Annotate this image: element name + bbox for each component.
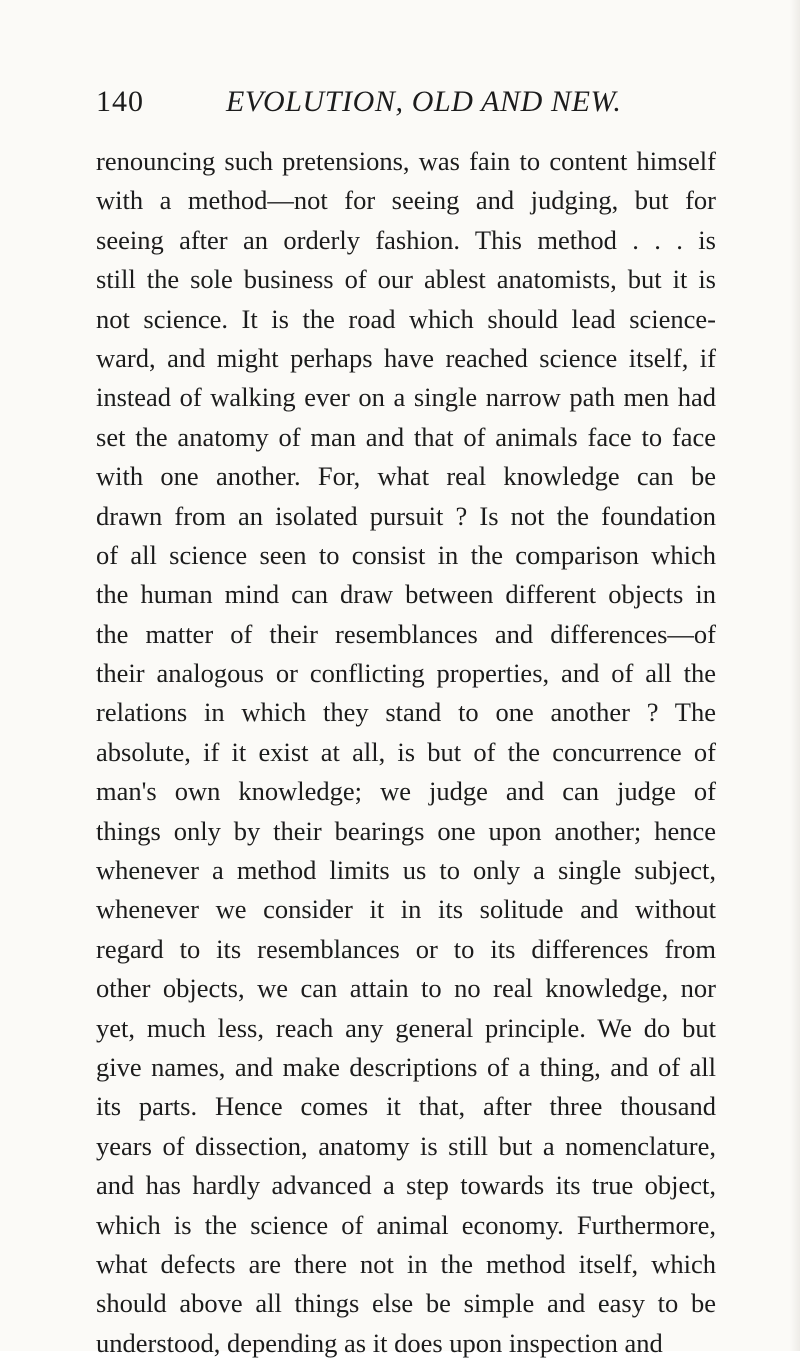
text-line: relations in which they stand to one another ? The — [96, 697, 716, 728]
running-head — [96, 82, 706, 122]
page-edge-shadow — [790, 0, 800, 1351]
text-line: man's own knowledge; we judge and can judge of — [96, 776, 716, 807]
text-line: whenever a method limits us to only a single subject, — [96, 855, 716, 886]
text-line: and has hardly advanced a step towards its true object, — [96, 1170, 716, 1201]
page-number: 140 — [96, 85, 144, 118]
text-line: years of dissection, anatomy is still but a nomenclature, — [96, 1130, 716, 1161]
text-line: absolute, if it exist at all, is but of the concurrence of — [96, 736, 716, 767]
text-line: of all science seen to consist in the comparison which — [96, 539, 716, 570]
text-line: ward, and might perhaps have reached science itself, if — [96, 342, 716, 373]
text-line: drawn from an isolated pursuit ? Is not the foundation — [96, 500, 716, 531]
text-line: which is the science of animal economy. Furthermore, — [96, 1209, 716, 1240]
text-line: regard to its resemblances or to its differences from — [96, 933, 716, 964]
text-line: seeing after an orderly fashion. This method . . . is — [96, 224, 716, 255]
text-line: instead of walking ever on a single narrow path men had — [96, 382, 716, 413]
text-line: things only by their bearings one upon another; hence — [96, 815, 716, 846]
text-line: their analogous or conflicting properties, and of all the — [96, 658, 716, 689]
text-line: renouncing such pretensions, was fain to content himself — [96, 146, 716, 176]
text-line: set the anatomy of man and that of animals face to face — [96, 421, 716, 452]
text-line: its parts. Hence comes it that, after three thousand — [96, 1091, 716, 1122]
text-line: still the sole business of our ablest anatomists, but it is — [96, 264, 716, 295]
body-text — [96, 142, 716, 1363]
text-line: with one another. For, what real knowledge can be — [96, 461, 716, 492]
running-title: EVOLUTION, OLD AND NEW. — [226, 85, 622, 118]
text-line: yet, much less, reach any general principle. We do but — [96, 1012, 716, 1043]
text-line: should above all things else be simple and easy to be — [96, 1288, 716, 1319]
text-line: with a method—not for seeing and judging, but for — [96, 185, 716, 216]
text-line: whenever we consider it in its solitude and without — [96, 894, 716, 925]
text-line: what defects are there not in the method itself, which — [96, 1248, 716, 1279]
text-line: give names, and make descriptions of a thing, and of all — [96, 1051, 716, 1082]
text-line: understood, depending as it does upon inspection and — [96, 1327, 663, 1358]
text-line: the matter of their resemblances and differences—of — [96, 618, 716, 649]
text-line: other objects, we can attain to no real knowledge, nor — [96, 973, 716, 1004]
text-line: not science. It is the road which should lead science- — [96, 303, 716, 334]
text-line: the human mind can draw between different objects in — [96, 579, 716, 610]
